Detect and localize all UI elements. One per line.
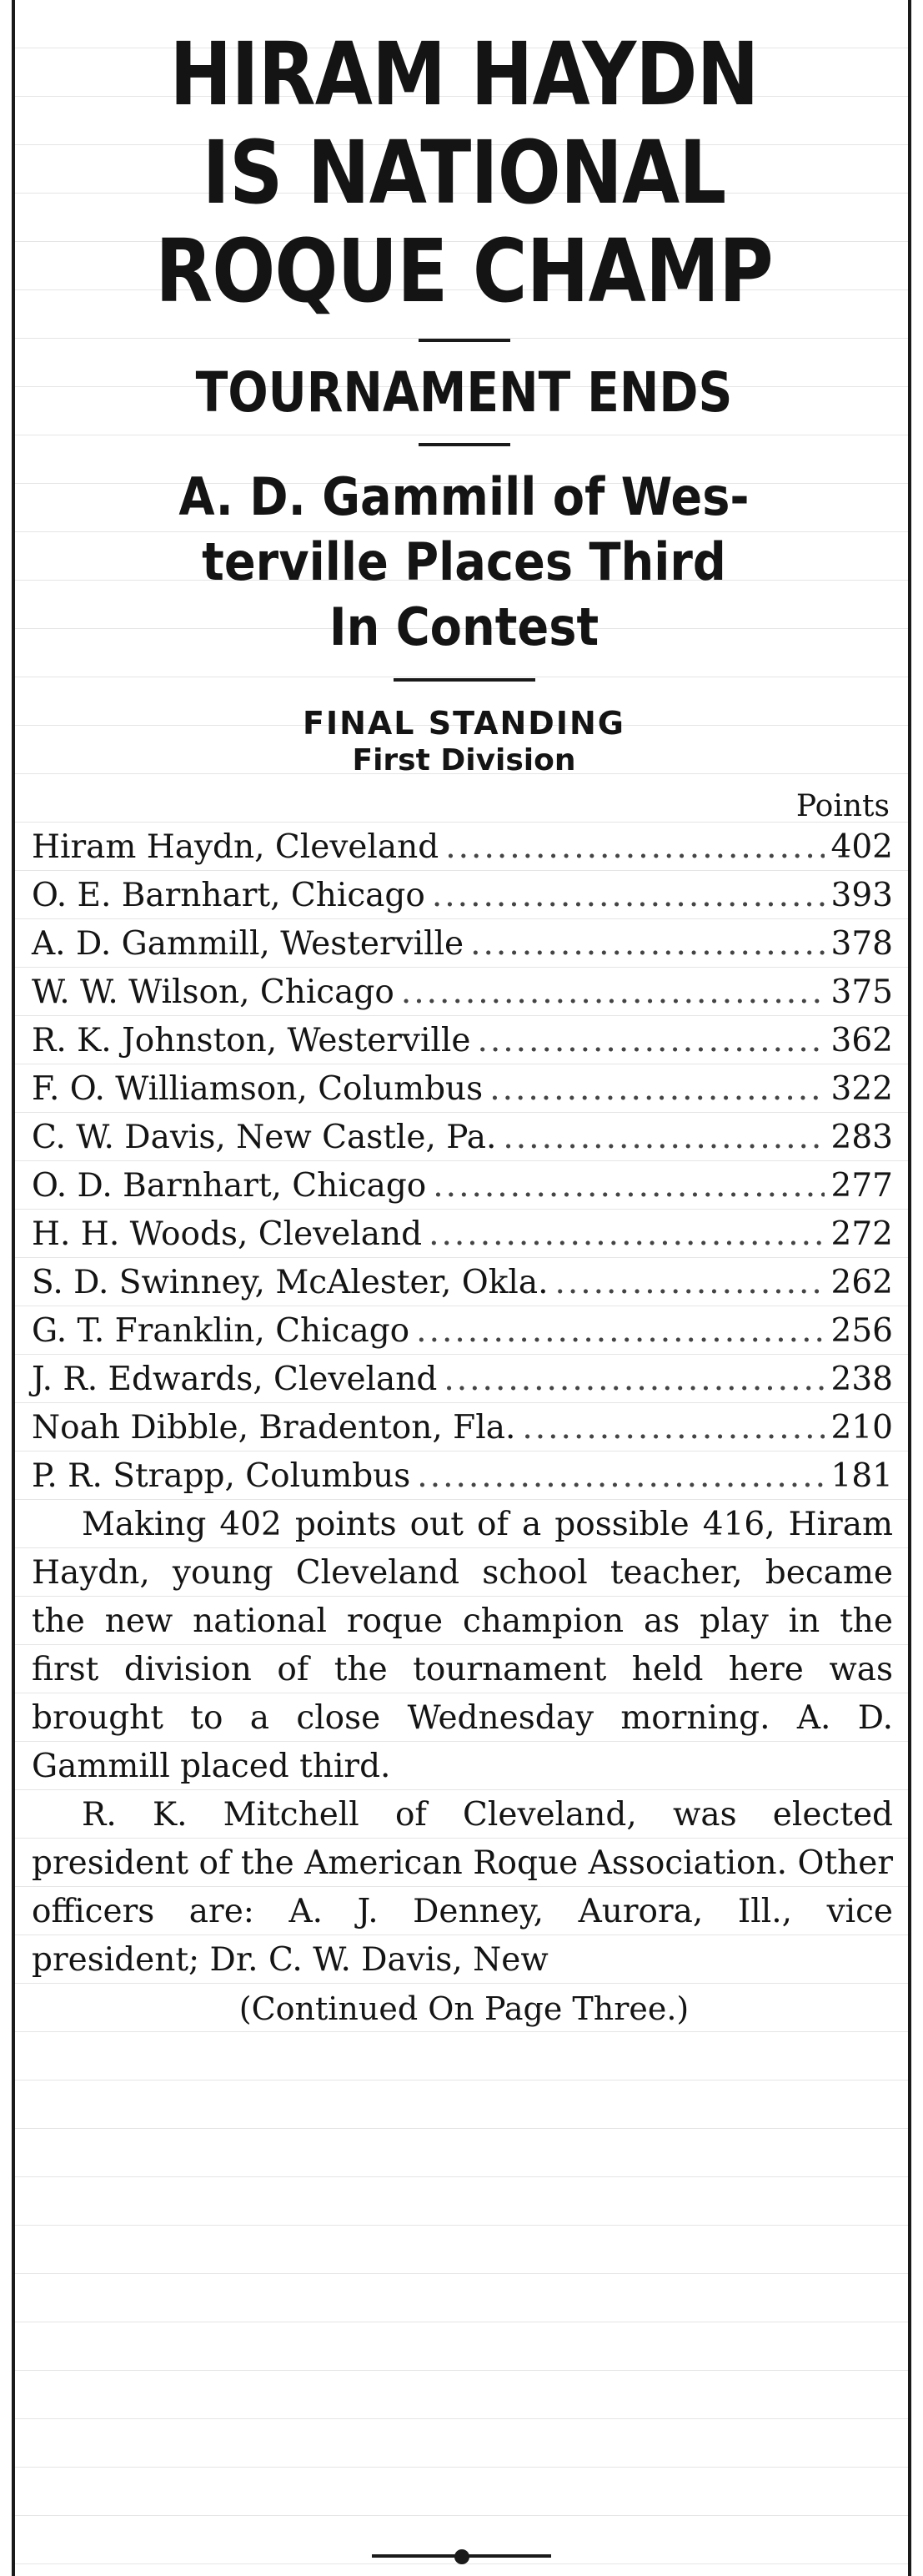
player-points: 393 xyxy=(830,877,893,914)
player-points: 277 xyxy=(830,1167,893,1205)
article-paragraph: Making 402 points out of a possible 416, Hiram Haydn, young Cleveland school teacher, became the new national roque champion as play in the first division of the tournament held here was brought to a close Wednesday morning. A. D. Gammill placed third. xyxy=(32,1506,893,1785)
player-name: W. W. Wilson, Chicago xyxy=(32,974,394,1011)
table-row xyxy=(32,1452,893,1501)
leader-dots xyxy=(554,1259,824,1307)
player-name: O. D. Barnhart, Chicago xyxy=(32,1167,427,1205)
headline-line-3: ROQUE CHAMP xyxy=(155,220,773,322)
player-name: P. R. Strapp, Columbus xyxy=(32,1457,411,1495)
headline xyxy=(73,25,855,320)
player-points: 322 xyxy=(830,1070,893,1108)
points-header: Points xyxy=(795,789,890,823)
player-name: Noah Dibble, Bradenton, Fla. xyxy=(32,1409,516,1446)
table-row xyxy=(32,1114,893,1162)
leader-dots xyxy=(477,1017,824,1065)
standings-table xyxy=(32,823,893,1501)
player-points: 181 xyxy=(830,1457,893,1495)
leader-dots xyxy=(417,1452,824,1501)
divider-rule xyxy=(419,339,510,342)
table-row xyxy=(32,1259,893,1307)
divider-rule xyxy=(394,678,535,682)
table-row xyxy=(32,1065,893,1114)
end-ornament xyxy=(454,2549,469,2564)
player-name: G. T. Franklin, Chicago xyxy=(32,1312,410,1350)
leader-dots xyxy=(432,872,825,920)
player-name: Hiram Haydn, Cleveland xyxy=(32,828,439,866)
leader-dots xyxy=(470,920,824,969)
table-row xyxy=(32,823,893,872)
player-points: 256 xyxy=(830,1312,893,1350)
table-row xyxy=(32,1210,893,1259)
leader-dots xyxy=(429,1210,824,1259)
leader-dots xyxy=(503,1114,824,1162)
player-points: 283 xyxy=(830,1119,893,1156)
table-row xyxy=(32,1307,893,1356)
player-points: 378 xyxy=(830,925,893,963)
headline-line-2: IS NATIONAL xyxy=(202,122,726,224)
table-row xyxy=(32,1017,893,1065)
continued-notice: (Continued On Page Three.) xyxy=(238,1990,690,2027)
player-name: C. W. Davis, New Castle, Pa. xyxy=(32,1119,497,1156)
standings-title: FINAL STANDING xyxy=(303,705,625,742)
standings-division: First Division xyxy=(352,743,576,777)
leader-dots xyxy=(416,1307,824,1356)
deck-line-3: In Contest xyxy=(329,596,599,657)
player-name: O. E. Barnhart, Chicago xyxy=(32,877,425,914)
article-body xyxy=(32,1501,893,1985)
player-name: J. R. Edwards, Cleveland xyxy=(32,1361,438,1398)
table-row xyxy=(32,872,893,920)
table-row xyxy=(32,1356,893,1404)
leader-dots xyxy=(522,1404,824,1452)
headline-line-1: HIRAM HAYDN xyxy=(169,23,759,125)
player-points: 262 xyxy=(830,1264,893,1301)
player-name: S. D. Swinney, McAlester, Okla. xyxy=(32,1264,549,1301)
divider-rule xyxy=(419,443,510,446)
player-points: 402 xyxy=(830,828,893,866)
player-name: R. K. Johnston, Westerville xyxy=(32,1022,471,1059)
table-row xyxy=(32,920,893,969)
article-paragraph: R. K. Mitchell of Cleveland, was elected president of the American Roque Association. Other officers are: A. J. Denney, Aurora, Ill., vice president; Dr. C. W. Davis, New xyxy=(32,1796,893,1979)
player-name: H. H. Woods, Cleveland xyxy=(32,1215,423,1253)
player-name: A. D. Gammill, Westerville xyxy=(32,925,464,963)
leader-dots xyxy=(444,1356,824,1404)
deck-line-1: A. D. Gammill of Wes- xyxy=(178,466,750,527)
player-points: 362 xyxy=(830,1022,893,1059)
leader-dots xyxy=(433,1162,824,1210)
deck-line-2: terville Places Third xyxy=(202,531,726,592)
player-points: 238 xyxy=(830,1361,893,1398)
table-row xyxy=(32,1404,893,1452)
deck xyxy=(55,465,872,660)
player-points: 272 xyxy=(830,1215,893,1253)
table-row xyxy=(32,1162,893,1210)
player-name: F. O. Williamson, Columbus xyxy=(32,1070,484,1108)
subhead: TOURNAMENT ENDS xyxy=(195,360,733,425)
player-points: 210 xyxy=(830,1409,893,1446)
table-row xyxy=(32,969,893,1017)
leader-dots xyxy=(445,823,824,872)
leader-dots xyxy=(401,969,825,1017)
player-points: 375 xyxy=(830,974,893,1011)
newspaper-column xyxy=(12,0,911,2576)
leader-dots xyxy=(489,1065,824,1114)
